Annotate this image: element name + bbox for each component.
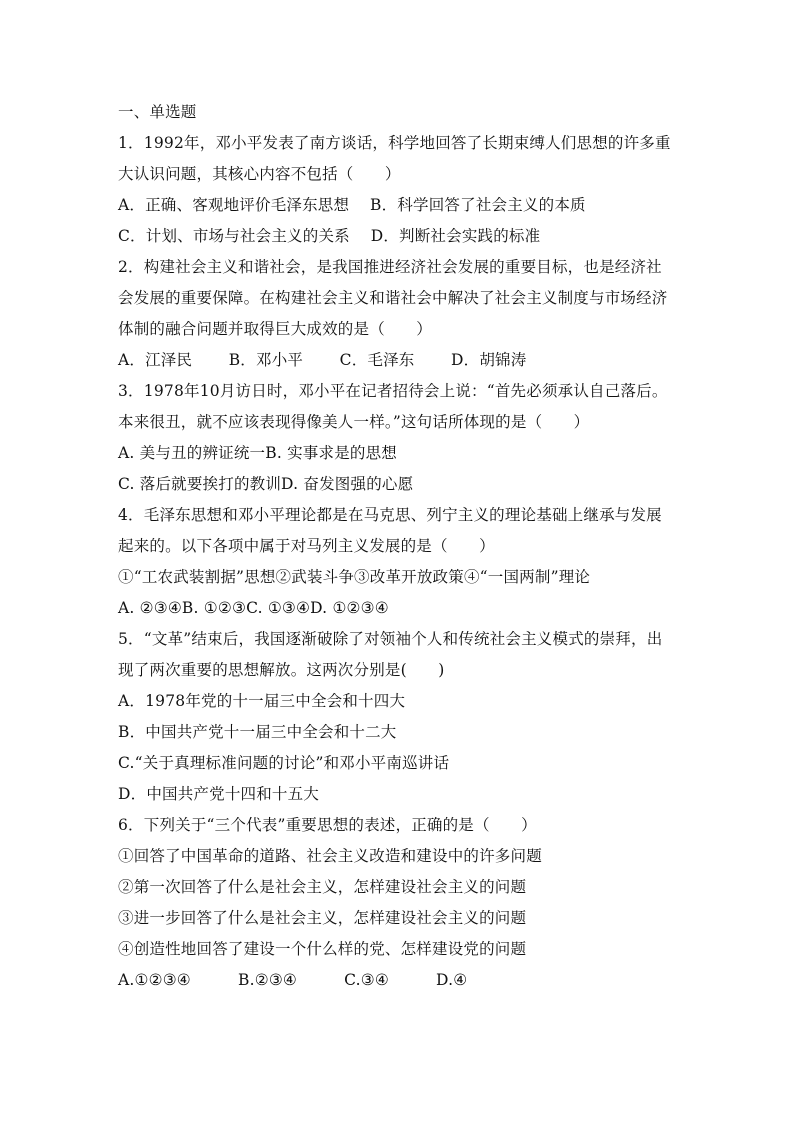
question-4-stem-line-1: 4．毛泽东思想和邓小平理论都是在马克思、列宁主义的理论基础上继承与发展 bbox=[118, 506, 662, 524]
question-1-stem-line-2: 大认识问题，其核心内容不包括（ ） bbox=[118, 165, 401, 183]
question-5-option-b: B．中国共产党十一届三中全会和十二大 bbox=[118, 723, 397, 741]
question-2 bbox=[118, 252, 688, 376]
question-4-stem-line-2: 起来的。以下各项中属于对马列主义发展的是（ ） bbox=[118, 537, 495, 555]
question-6-statement-1: ①回答了中国革命的道路、社会主义改造和建设中的许多问题 bbox=[118, 847, 542, 865]
question-6-statement-2: ②第一次回答了什么是社会主义，怎样建设社会主义的问题 bbox=[118, 878, 527, 896]
question-2-stem-line-2: 会发展的重要保障。在构建社会主义和谐社会中解决了社会主义制度与市场经济 bbox=[118, 289, 668, 307]
question-1-options-line-1: A．正确、客观地评价毛泽东思想 B．科学回答了社会主义的本质 bbox=[118, 196, 586, 214]
question-5-stem-line-2: 现了两次重要的思想解放。这两次分别是( ) bbox=[118, 661, 445, 679]
question-6-statement-3: ③进一步回答了什么是社会主义，怎样建设社会主义的问题 bbox=[118, 909, 527, 927]
question-5 bbox=[118, 624, 688, 810]
question-3 bbox=[118, 376, 688, 500]
page-content bbox=[118, 97, 688, 996]
question-2-options-line-1: A．江泽民 B．邓小平 C．毛泽东 D．胡锦涛 bbox=[118, 351, 527, 369]
section-title: 一、单选题 bbox=[118, 103, 197, 121]
question-6 bbox=[118, 810, 688, 996]
question-5-option-c: C.“关于真理标准问题的讨论”和邓小平南巡讲话 bbox=[118, 754, 450, 772]
question-3-options-line-2: C. 落后就要挨打的教训D. 奋发图强的心愿 bbox=[118, 475, 414, 493]
question-5-stem-line-1: 5．“文革”结束后，我国逐渐破除了对领袖个人和传统社会主义模式的崇拜，出 bbox=[118, 630, 663, 648]
question-4 bbox=[118, 500, 688, 624]
question-5-option-d: D．中国共产党十四和十五大 bbox=[118, 785, 320, 803]
question-6-stem-line-1: 6．下列关于“三个代表”重要思想的表述，正确的是（ ） bbox=[118, 816, 537, 834]
question-4-options-line-1: A. ②③④B. ①②③C. ①③④D. ①②③④ bbox=[118, 599, 389, 617]
question-4-stem-line-3: ①“工农武装割据”思想②武装斗争③改革开放政策④“一国两制”理论 bbox=[118, 568, 591, 586]
question-6-statement-4: ④创造性地回答了建设一个什么样的党、怎样建设党的问题 bbox=[118, 940, 527, 958]
question-6-options-line-1: A.①②③④ B.②③④ C.③④ D.④ bbox=[118, 971, 468, 989]
question-2-stem-line-3: 体制的融合问题并取得巨大成效的是（ ） bbox=[118, 320, 433, 338]
question-3-stem-line-1: 3．1978年10月访日时，邓小平在记者招待会上说：“首先必须承认自己落后。 bbox=[118, 382, 668, 400]
question-1 bbox=[118, 128, 688, 252]
question-1-stem-line-1: 1．1992年，邓小平发表了南方谈话，科学地回答了长期束缚人们思想的许多重 bbox=[118, 134, 671, 152]
question-3-options-line-1: A. 美与丑的辨证统一B. 实事求是的思想 bbox=[118, 444, 397, 462]
question-5-option-a: A．1978年党的十一届三中全会和十四大 bbox=[118, 692, 406, 710]
question-2-stem-line-1: 2．构建社会主义和谐社会，是我国推进经济社会发展的重要目标，也是经济社 bbox=[118, 258, 662, 276]
question-1-options-line-2: C．计划、市场与社会主义的关系 D．判断社会实践的标准 bbox=[118, 227, 541, 245]
question-3-stem-line-2: 本来很丑，就不应该表现得像美人一样。”这句话所体现的是（ ） bbox=[118, 413, 590, 431]
